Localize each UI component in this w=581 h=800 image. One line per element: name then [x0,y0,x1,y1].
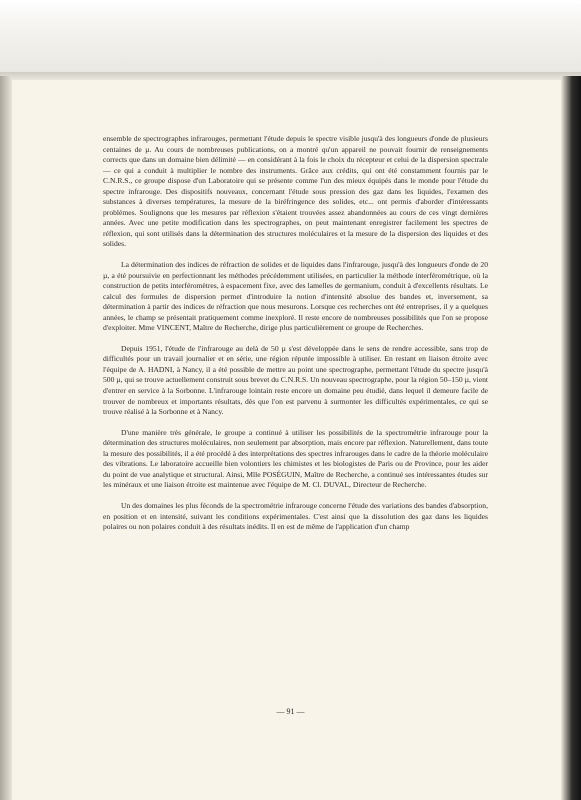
page-number: — 91 — [276,707,305,716]
left-edge-shadow [0,76,12,800]
paragraph-1: ensemble de spectrographes infrarouges, permettant l'étude depuis le spectre visible jusqu'à des longueurs d'onde de plusieurs centaines de µ. Au cours de nombreuses publications, on a montré qu'un appareil ne pouvait fournir de renseignements corrects que dans un domaine bien délimité — en considérant à la fois le choix du récepteur et celui de la dispersion spectrale — ce qui a conduit à multiplier le nombre des instruments. Grâce aux crédits, qui ont été constamment fournis par le C.N.R.S., ce groupe dispose d'un Laboratoire qui se présente comme l'un des mieux équipés dans le monde pour l'étude du spectre infrarouge. Des dispositifs nouveaux, concernant l'étude sous pression des gaz dans les liquides, l'examen des substances à diverses températures, la mesure de la biréfringence des solides, etc... ont permis d'aborder d'intéressants problèmes. Soulignons que les mesures par réflexion s'étaient trouvées assez abandonnées au cours de ces vingt dernières années. Avec une petite modification dans les spectrographes, on peut maintenant enregistrer facilement les spectres de réflexion, qui sont utilisés dans la détermination des structures moléculaires et la mesure de la dispersion des liquides et des solides. [103,134,488,249]
paragraph-5: Un des domaines les plus féconds de la spectrométrie infrarouge concerne l'étude des variations des bandes d'absorption, en position et en intensité, suivant les conditions expérimentales. C'est ainsi que la dissolution des gaz dans les liquides polaires ou non polaires conduit à des résultats inédits. Il en est de même de l'application d'un champ [103,500,488,532]
scanner-background [0,0,581,78]
paragraph-2: La détermination des indices de réfraction de solides et de liquides dans l'infrarouge, jusqu'à des longueurs d'onde de 20 µ, a été poursuivie en perfectionnant les méthodes précédemment utilisées, en particulier la méthode interférométrique, où la construction de petits interféromètres, à espacement fixe, avec des lamelles de germanium, conduit à d'excellents résultats. Le calcul des formules de dispersion permet d'introduire la notion d'intensité absolue des bandes et, inversement, sa détermination à partir des indices de réfraction que nous mesurons. Lorsque ces recherches ont été entreprises, il y a quelques années, le champ se présentait pratiquement comme inexploré. Il reste encore de nombreuses possibilités que l'on se propose d'exploiter. Mme VINCENT, Maître de Recherche, dirige plus particulièrement ce groupe de Recherches. [103,260,488,333]
paragraph-3: Depuis 1951, l'étude de l'infrarouge au delà de 50 µ s'est développée dans le sens de rendre accessible, sans trop de difficultés pour un travail journalier et en série, une région réputée impossible à utiliser. En restant en liaison étroite avec l'équipe de A. HADNI, à Nancy, il a été possible de mettre au point une spectrographe, permettant l'étude du spectre jusqu'à 500 µ, qui se trouve actuellement construit sous brevet du C.N.R.S. Un nouveau spectrographe, pour la région 50–150 µ, vient d'entrer en service à la Sorbonne. L'infrarouge lointain reste encore un domaine peu étudié, dans lequel il demeure facile de trouver de nombreux et importants résultats, dès que l'on est parvenu à surmonter les difficultés expérimentales, ce qui se trouve réalisé à la Sorbonne et à Nancy. [103,343,488,417]
paragraph-4: D'une manière très générale, le groupe a continué à utiliser les possibilités de la spectrométrie infrarouge pour la détermination des structures moléculaires, non seulement par absorption, mais encore par réflexion. Naturellement, dans toute la mesure des possibilités, il a été procédé à des interprétations des spectres infrarouges dans le cadre de la théorie moléculaire des vibrations. Le laboratoire accueille bien volontiers les chimistes et les biologistes de Paris ou de Province, pour les aider du point de vue analytique et structural. Ainsi, Mlle POSÉGUIN, Maître de Recherche, a continué ses intéressantes études sur les minéraux et une liaison étroite est maintenue avec l'équipe de M. Cl. DUVAL, Directeur de Recherche. [103,427,488,490]
body-text [103,134,488,543]
right-edge-shadow [561,76,581,800]
